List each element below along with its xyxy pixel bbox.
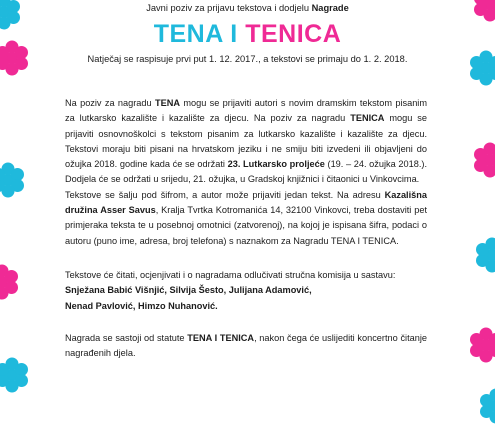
text-run: Na poziv za nagradu: [65, 98, 155, 108]
flower-decoration-cyan-right3: [472, 235, 495, 275]
text-run: , Kralja Tvrtka Kotromanića 14, 32100 Vinkovci, treba dostaviti pet primjeraka teksta te u posebnoj omotnici (zatvorenoj), na kojoj je ispisana šifra, podaci o autoru (puno ime, adresa, broj telefona) s naznakom za Nagradu TENA I TENICA.: [65, 205, 427, 246]
text-run: (19. – 24. ožujka 2018.). Dodjela će se održati u srijedu, 21. ožujka, u Gradskoj knjižnici i čitaonici u Vinkovcima.: [65, 159, 427, 184]
call-heading: [0, 2, 495, 14]
bold-run: TENICA: [350, 113, 384, 123]
call-heading-text: Javni poziv za prijavu tekstova i dodjelu: [146, 3, 311, 13]
flower-decoration-magenta-left3: [0, 262, 22, 302]
competition-dates: Natječaj se raspisuje prvi put 1. 12. 2017., a tekstovi se primaju do 1. 2. 2018.: [0, 53, 495, 65]
jury-intro: Tekstove će čitati, ocjenjivati i o nagradama odlučivati stručna komisija u sastavu:: [65, 270, 395, 280]
text-run: Nagrada se sastoji od statute: [65, 333, 187, 343]
title-part-tena: TENA I: [154, 20, 245, 48]
jury-names-line1: Snježana Babić Višnjić, Silvija Šesto, Julijana Adamović,: [65, 285, 312, 295]
title-part-tenica: TENICA: [245, 20, 341, 48]
text-run: Tekstove se šalju pod šifrom, a autor može prijaviti jedan tekst. Na adresu: [65, 190, 385, 200]
page-title: [0, 19, 495, 49]
bold-run: TENA I TENICA: [187, 333, 254, 343]
rules-paragraph: [65, 96, 427, 249]
flower-decoration-magenta-right4: [466, 325, 495, 365]
text-run: , nakon čega će uslijediti koncertno čitanje nagrađenih djela.: [65, 333, 427, 358]
jury-names-line2: Nenad Pavlović, Himzo Nuhanović.: [65, 301, 218, 311]
flower-decoration-cyan-bottomright: [476, 386, 495, 426]
text-run: mogu se prijaviti autori s novim dramskim tekstom pisanim za lutkarsko kazalište i kazalište za djecu. Na poziv za nagradu: [65, 98, 427, 123]
flower-decoration-cyan-left2: [0, 160, 28, 200]
text-run: mogu se prijaviti osnovnoškolci s tekstom pisanim za lutkarsko kazalište i kazalište za djecu. Tekstovi moraju biti pisani na hrvatskom jeziku i ne smiju biti izvedeni ili objavljeni do ožujka 2018. godine kada će se održati: [65, 113, 427, 169]
jury-paragraph: [65, 268, 427, 314]
bold-run: Kazališna družina Asser Savus: [65, 190, 427, 215]
bold-run: TENA: [155, 98, 180, 108]
flower-decoration-magenta-right2: [470, 140, 495, 180]
flower-decoration-cyan-left4: [0, 355, 32, 395]
award-paragraph: [65, 331, 427, 362]
call-heading-bold: Nagrade: [312, 3, 349, 13]
bold-run: 23. Lutkarsko proljeće: [228, 159, 325, 169]
